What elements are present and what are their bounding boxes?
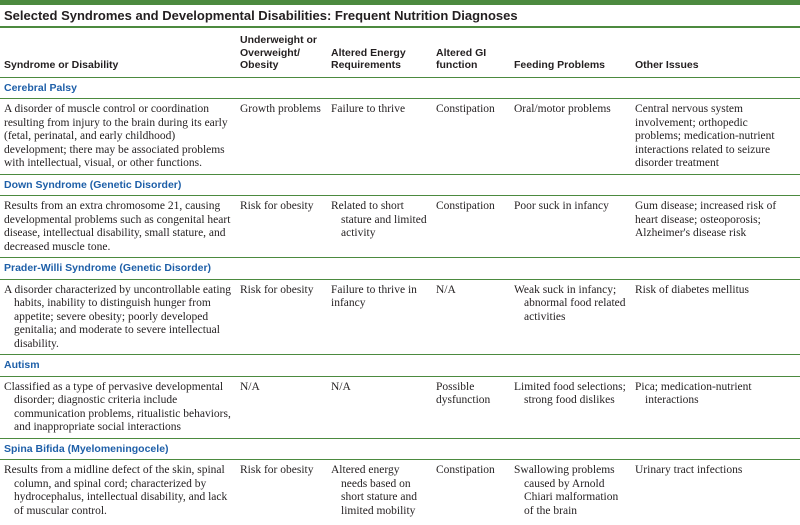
gi-cell: N/A <box>432 279 510 355</box>
section-row <box>0 174 800 196</box>
description-cell <box>0 279 236 355</box>
col-header-weight: Underweight or Overweight/ Obesity <box>236 28 327 77</box>
table-row <box>0 196 800 258</box>
description-text: Classified as a type of pervasive developmental disorder; diagnostic criteria include communication problems, ritualistic behaviors, and inappropriate social interactions <box>4 380 231 433</box>
description-cell <box>0 376 236 438</box>
feeding-text: Weak suck in infancy; abnormal food related activities <box>514 283 626 323</box>
description-cell <box>0 460 236 522</box>
other-cell: Risk of diabetes mellitus <box>631 279 800 355</box>
other-text: Pica; medication-nutrient interactions <box>635 380 752 406</box>
weight-cell: Risk for obesity <box>236 196 327 258</box>
section-row <box>0 258 800 280</box>
table-title: Selected Syndromes and Developmental Disabilities: Frequent Nutrition Diagnoses <box>0 5 800 28</box>
weight-cell: Risk for obesity <box>236 279 327 355</box>
section-row <box>0 438 800 460</box>
table-row <box>0 279 800 355</box>
feeding-text: Limited food selections; strong food dislikes <box>514 380 626 406</box>
description-text: A disorder characterized by uncontrollable eating habits, inability to distinguish hunger from appetite; severe obesity; poorly developed genitalia; and moderate to severe intellectual disability. <box>4 283 232 350</box>
gi-cell: Constipation <box>432 196 510 258</box>
feeding-cell <box>510 376 631 438</box>
section-row <box>0 355 800 377</box>
description-cell: A disorder of muscle control or coordination resulting from injury to the brain during its early (fetal, perinatal, and early childhood) development; there may be associated problems with intellectual, visual, or other functions. <box>0 99 236 175</box>
table-row <box>0 460 800 522</box>
section-title: Down Syndrome (Genetic Disorder) <box>0 174 800 196</box>
section-title: Cerebral Palsy <box>0 77 800 99</box>
energy-cell <box>327 460 432 522</box>
feeding-cell: Oral/motor problems <box>510 99 631 175</box>
weight-cell: N/A <box>236 376 327 438</box>
feeding-cell <box>510 279 631 355</box>
feeding-text: Swallowing problems caused by Arnold Chiari malformation of the brain <box>514 464 619 517</box>
col-header-syndrome: Syndrome or Disability <box>0 28 236 77</box>
energy-cell: Failure to thrive <box>327 99 432 175</box>
gi-cell: Constipation <box>432 99 510 175</box>
table-row <box>0 376 800 438</box>
energy-text: Altered energy needs based on short stature and limited mobility <box>331 464 418 517</box>
gi-cell: Constipation <box>436 464 495 476</box>
other-cell <box>631 376 800 438</box>
col-header-energy: Altered Energy Requirements <box>327 28 432 77</box>
col-header-feeding: Feeding Problems <box>510 28 631 77</box>
feeding-cell <box>510 460 631 522</box>
description-cell: Results from an extra chromosome 21, causing developmental problems such as congenital heart disease, intellectual disability, small stature, and decreased muscle tone. <box>0 196 236 258</box>
gi-cell: Possible dysfunction <box>432 376 510 438</box>
other-cell: Urinary tract infections <box>635 464 743 476</box>
description-text: Results from a midline defect of the skin, spinal column, and spinal cord; characterized by hydrocephalus, intellectual disability, and lack of muscular control. <box>4 464 228 517</box>
energy-cell: Failure to thrive in infancy <box>327 279 432 355</box>
header-row <box>0 28 800 77</box>
weight-cell: Risk for obesity <box>240 464 314 476</box>
weight-text: Growth problems <box>240 103 321 115</box>
nutrition-diagnoses-table <box>0 28 800 521</box>
feeding-cell: Poor suck in infancy <box>510 196 631 258</box>
energy-cell: N/A <box>327 376 432 438</box>
section-title: Autism <box>0 355 800 377</box>
energy-text: Related to short stature and limited activity <box>331 200 427 239</box>
section-title: Prader-Willi Syndrome (Genetic Disorder) <box>0 258 800 280</box>
col-header-other: Other Issues <box>631 28 800 77</box>
section-title: Spina Bifida (Myelomeningocele) <box>0 438 800 460</box>
other-cell: Gum disease; increased risk of heart disease; osteoporosis; Alzheimer's disease risk <box>631 196 800 258</box>
col-header-gi: Altered GI function <box>432 28 510 77</box>
other-cell: Central nervous system involvement; orthopedic problems; medication-nutrient interactions related to seizure disorder treatment <box>631 99 800 175</box>
table-row <box>0 99 800 175</box>
energy-cell <box>327 196 432 258</box>
weight-cell <box>236 99 327 175</box>
section-row <box>0 77 800 99</box>
